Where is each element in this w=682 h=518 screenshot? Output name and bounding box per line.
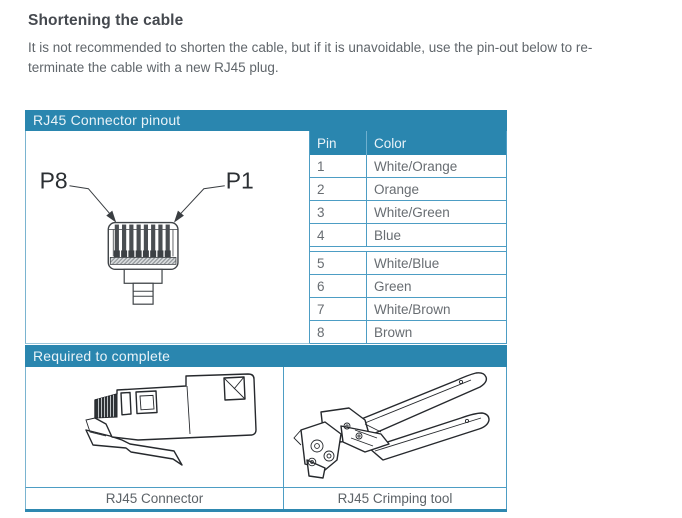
- rj45-connector-drawing-icon: [26, 368, 283, 486]
- pin-number: 5: [310, 252, 367, 274]
- rj45-connector-cell: [26, 367, 284, 487]
- page-title: Shortening the cable: [28, 12, 184, 29]
- pin-number: 8: [310, 321, 367, 343]
- table-row: [310, 275, 506, 298]
- pin-number: 4: [310, 224, 367, 246]
- pin1-label: P1: [225, 167, 254, 194]
- pin-rows-group-1: [310, 155, 506, 247]
- pin8-leader-line: [69, 186, 112, 217]
- connector-boot: [124, 269, 162, 283]
- rj45-pinout-diagram-icon: [26, 131, 310, 343]
- required-table-body: [25, 367, 507, 487]
- wire-color: Brown: [374, 324, 413, 340]
- tool-captions-row: [25, 487, 507, 509]
- wire-color: White/Orange: [374, 158, 458, 174]
- connector-cable: [133, 283, 153, 304]
- table-row: [310, 224, 506, 247]
- wire-color: White/Green: [374, 204, 450, 220]
- pin-number: 3: [310, 201, 367, 223]
- connector-window-small: [121, 393, 131, 415]
- pin1-leader-line: [178, 186, 225, 217]
- intro-paragraph: It is not recommended to shorten the cable, but if it is unavoidable, use the pin-out below to re-terminate the cable with a new RJ45 plug.: [28, 40, 593, 75]
- table-row: [310, 298, 506, 321]
- wire-color: Orange: [374, 181, 420, 197]
- table-row: [310, 201, 506, 224]
- pin-column-header: Pin: [310, 131, 367, 155]
- rj45-crimping-tool-drawing-icon: [285, 368, 506, 486]
- pin-number: 1: [310, 155, 367, 177]
- pinout-diagram-cell: [25, 131, 310, 344]
- pin8-label: P8: [39, 167, 68, 194]
- table-row: [310, 155, 506, 178]
- pin-color-table: [310, 131, 507, 344]
- wire-color: Blue: [374, 227, 402, 243]
- pin-rows-group-2: [310, 251, 506, 344]
- table-row: [310, 252, 506, 275]
- pinout-table: [25, 110, 507, 344]
- wire-color: White/Blue: [374, 255, 440, 271]
- rj45-crimping-tool-caption: RJ45 Crimping tool: [284, 488, 506, 509]
- pinout-table-title: RJ45 Connector pinout: [25, 110, 507, 131]
- required-tools-table: [25, 345, 507, 512]
- pin-number: 7: [310, 298, 367, 320]
- table-row: [310, 321, 506, 344]
- crimping-tool-cell: [284, 367, 506, 487]
- required-table-title: Required to complete: [25, 345, 507, 367]
- pinout-table-body: [25, 131, 507, 344]
- wire-color: White/Brown: [374, 301, 451, 317]
- connector-hatched-band: [110, 257, 176, 264]
- color-column-header: Color: [374, 135, 407, 151]
- pin-number: 6: [310, 275, 367, 297]
- pin8-arrowhead: [106, 211, 116, 223]
- rj45-connector-caption: RJ45 Connector: [26, 488, 284, 509]
- pin-number: 2: [310, 178, 367, 200]
- jaw-tip-hook: [294, 430, 301, 445]
- pin-table-header: [310, 131, 506, 155]
- table-row: [310, 178, 506, 201]
- wire-color: Green: [374, 278, 412, 294]
